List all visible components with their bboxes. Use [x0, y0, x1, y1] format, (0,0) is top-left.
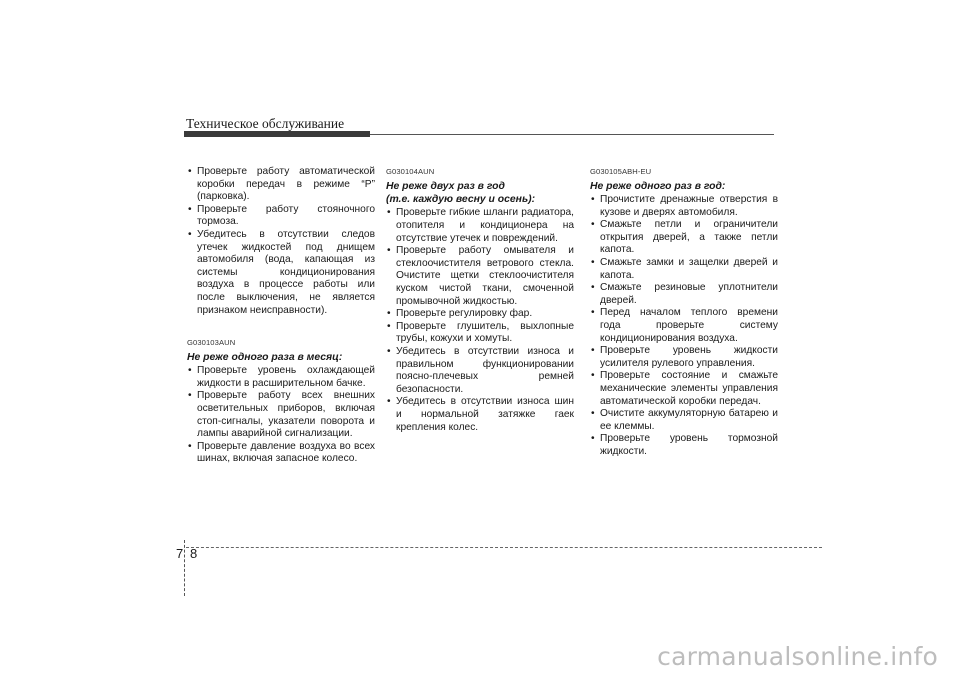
list-item: • Проверьте уровень тормозной жидкости.: [590, 433, 778, 458]
bullet-list-top: [187, 166, 375, 317]
header-bar: [184, 131, 370, 137]
list-item: • Проверьте регулировку фар.: [386, 308, 574, 321]
list-item: • Проверьте работу автоматической коробки передач в режиме “P” (парковка).: [187, 166, 375, 204]
list-item: • Убедитесь в отсутствии износа и правильном функционировании поясно-плечевых ремней безопасности.: [386, 346, 574, 396]
page-number: 8: [190, 546, 198, 561]
list-item: • Проверьте работу стояночного тормоза.: [187, 204, 375, 229]
section-subheading: Не реже одного раза в месяц:: [187, 351, 343, 363]
column-1: [187, 166, 375, 472]
list-item: • Очистите аккумуляторную батарею и ее клеммы.: [590, 408, 778, 433]
list-item: • Смажьте резиновые уплотнители дверей.: [590, 282, 778, 307]
footer-dashed-rule: [186, 547, 822, 548]
section-code: G030104AUN: [386, 167, 435, 176]
list-item: • Перед началом теплого времени года проверьте систему кондиционирования воздуха.: [590, 307, 778, 345]
watermark: carmanualsonline.info: [657, 642, 938, 671]
column-2: [386, 166, 574, 440]
list-item: • Проверьте глушитель, выхлопные трубы, кожухи и хомуты.: [386, 321, 574, 346]
list-item: • Смажьте петли и ограничители открытия дверей, а также петли капота.: [590, 219, 778, 257]
section-subheading: Не реже двух раз в год: [386, 180, 505, 192]
list-item: • Проверьте работу омывателя и стеклоочистителя ветрового стекла. Очистите щетки стеклоочистителя куском чистой ткани, смоченной промывочной жидкостью.: [386, 245, 574, 308]
section-code: G030105ABH-EU: [590, 167, 652, 176]
list-item: • Убедитесь в отсутствии износа шин и нормальной затяжке гаек крепления колес.: [386, 396, 574, 434]
bullet-list-annual: [590, 194, 778, 458]
list-item: • Смажьте замки и защелки дверей и капота.: [590, 257, 778, 282]
chapter-number: 7: [176, 546, 184, 561]
list-item: • Проверьте работу всех внешних осветительных приборов, включая стоп-сигналы, указатели поворота и лампы аварийной сигнализации.: [187, 390, 375, 440]
list-item: • Проверьте состояние и смажьте механические элементы управления автоматической коробки передач.: [590, 370, 778, 408]
footer-dashed-divider: [184, 540, 185, 596]
bullet-list-monthly: [187, 365, 375, 466]
section-title: Техническое обслуживание: [186, 116, 345, 131]
list-item: • Убедитесь в отсутствии следов утечек жидкостей под днищем автомобиля (вода, капающая из системы кондиционирования воздуха в процессе работы или после выключения, не является признаком неисправности).: [187, 229, 375, 317]
list-item: • Проверьте уровень жидкости усилителя рулевого управления.: [590, 345, 778, 370]
bullet-list-semiannual: [386, 207, 574, 434]
list-item: • Прочистите дренажные отверстия в кузове и дверях автомобиля.: [590, 194, 778, 219]
section-subheading: Не реже одного раз в год:: [590, 180, 726, 192]
column-3: [590, 166, 778, 464]
header-rule: [370, 134, 774, 135]
list-item: • Проверьте уровень охлаждающей жидкости в расширительном бачке.: [187, 365, 375, 390]
section-subheading-2: (т.е. каждую весну и осень):: [386, 194, 536, 205]
section-code: G030103AUN: [187, 338, 236, 348]
list-item: • Проверьте гибкие шланги радиатора, отопителя и кондиционера на отсутствие утечек и повреждений.: [386, 207, 574, 245]
list-item: • Проверьте давление воздуха во всех шинах, включая запасное колесо.: [187, 441, 375, 466]
